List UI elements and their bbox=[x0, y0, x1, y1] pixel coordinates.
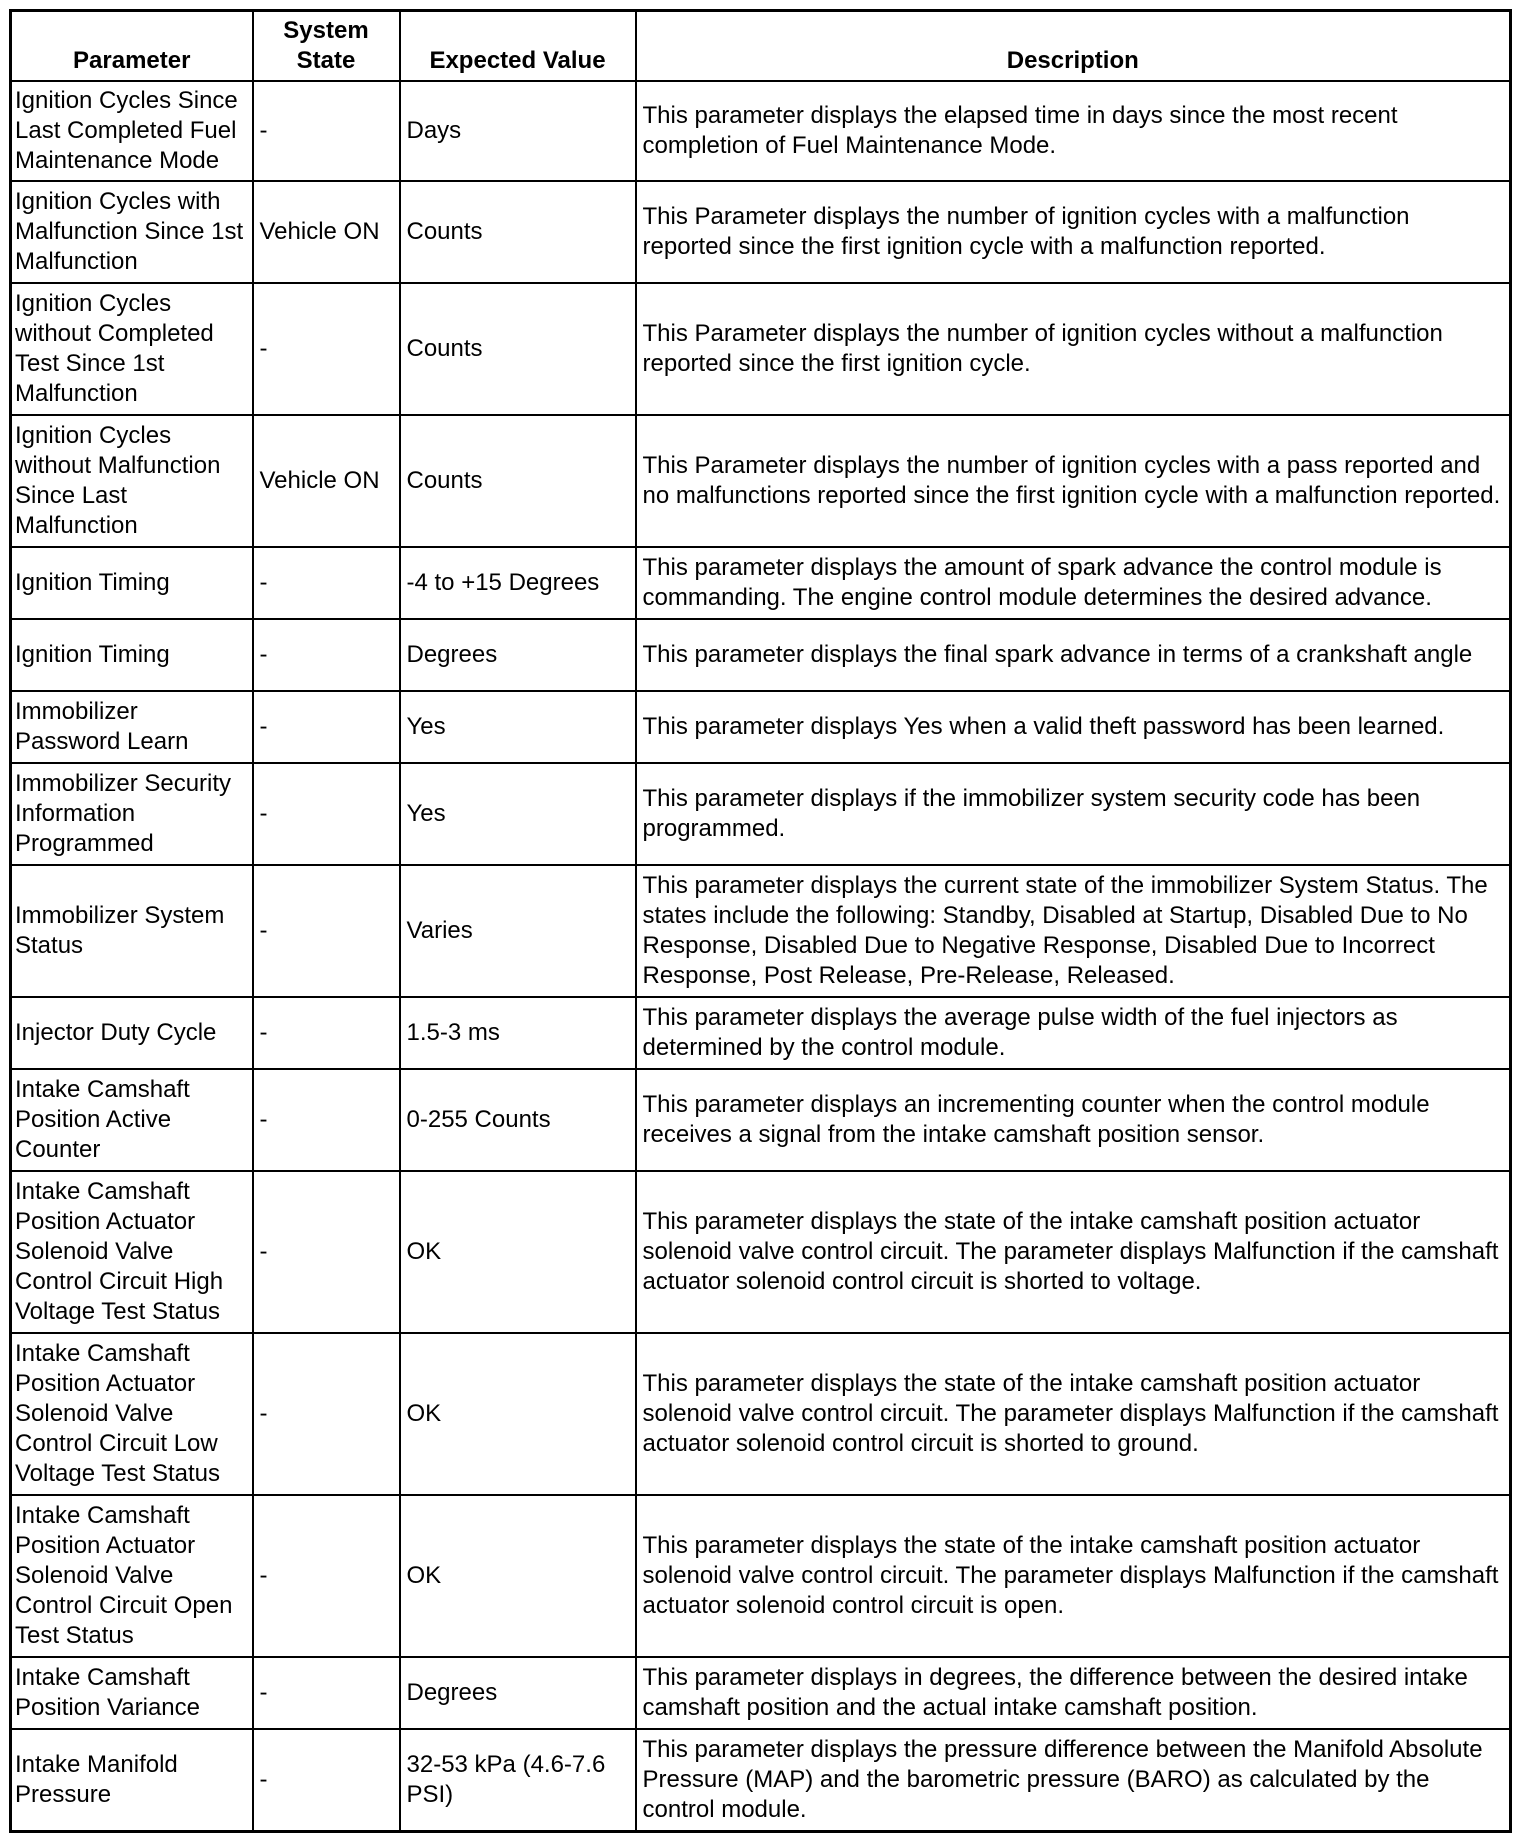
table-row bbox=[11, 1333, 1511, 1495]
table-row bbox=[11, 1729, 1511, 1831]
cell-expected-value: -4 to +15 Degrees bbox=[400, 547, 636, 619]
cell-parameter: Ignition Cycles Since Last Completed Fuel Maintenance Mode bbox=[11, 81, 253, 181]
cell-expected-value: Degrees bbox=[400, 619, 636, 691]
cell-parameter: Intake Camshaft Position Actuator Solenoid Valve Control Circuit Open Test Status bbox=[11, 1495, 253, 1657]
table-row bbox=[11, 1171, 1511, 1333]
cell-expected-value: OK bbox=[400, 1171, 636, 1333]
cell-description: This parameter displays the average pulse width of the fuel injectors as determined by the control module. bbox=[636, 997, 1511, 1069]
cell-expected-value: Varies bbox=[400, 865, 636, 997]
table-body bbox=[11, 81, 1511, 1831]
cell-expected-value: 1.5-3 ms bbox=[400, 997, 636, 1069]
table-row bbox=[11, 547, 1511, 619]
parameter-table bbox=[9, 9, 1512, 1833]
cell-expected-value: Yes bbox=[400, 763, 636, 865]
cell-description: This Parameter displays the number of ignition cycles with a malfunction reported since the first ignition cycle with a malfunction reported. bbox=[636, 181, 1511, 283]
cell-expected-value: OK bbox=[400, 1495, 636, 1657]
table-header bbox=[11, 11, 1511, 82]
cell-parameter: Intake Camshaft Position Variance bbox=[11, 1657, 253, 1729]
cell-system-state: - bbox=[253, 997, 400, 1069]
cell-system-state: Vehicle ON bbox=[253, 415, 400, 547]
cell-parameter: Intake Manifold Pressure bbox=[11, 1729, 253, 1831]
cell-system-state: - bbox=[253, 763, 400, 865]
cell-expected-value: Yes bbox=[400, 691, 636, 763]
column-header-system-state: System State bbox=[253, 11, 400, 82]
parameter-table-container bbox=[9, 9, 1509, 1833]
cell-description: This parameter displays the pressure difference between the Manifold Absolute Pressure (MAP) and the barometric pressure (BARO) as calculated by the control module. bbox=[636, 1729, 1511, 1831]
cell-parameter: Ignition Cycles without Completed Test Since 1st Malfunction bbox=[11, 283, 253, 415]
cell-system-state: - bbox=[253, 547, 400, 619]
cell-system-state: - bbox=[253, 1495, 400, 1657]
cell-description: This parameter displays an incrementing counter when the control module receives a signal from the intake camshaft position sensor. bbox=[636, 1069, 1511, 1171]
cell-description: This parameter displays the state of the intake camshaft position actuator solenoid valve control circuit. The parameter displays Malfunction if the camshaft actuator solenoid control circuit is shorted to voltage. bbox=[636, 1171, 1511, 1333]
cell-expected-value: Days bbox=[400, 81, 636, 181]
column-header-parameter: Parameter bbox=[11, 11, 253, 82]
cell-expected-value: Counts bbox=[400, 283, 636, 415]
cell-description: This parameter displays if the immobilizer system security code has been programmed. bbox=[636, 763, 1511, 865]
table-row bbox=[11, 283, 1511, 415]
cell-system-state: - bbox=[253, 1171, 400, 1333]
table-row bbox=[11, 691, 1511, 763]
cell-parameter: Immobilizer Password Learn bbox=[11, 691, 253, 763]
cell-parameter: Immobilizer System Status bbox=[11, 865, 253, 997]
table-row bbox=[11, 1657, 1511, 1729]
cell-system-state: - bbox=[253, 1069, 400, 1171]
header-row bbox=[11, 11, 1511, 82]
cell-expected-value: 32-53 kPa (4.6-7.6 PSI) bbox=[400, 1729, 636, 1831]
cell-system-state: - bbox=[253, 619, 400, 691]
table-row bbox=[11, 865, 1511, 997]
cell-description: This parameter displays the state of the intake camshaft position actuator solenoid valve control circuit. The parameter displays Malfunction if the camshaft actuator solenoid control circuit is open. bbox=[636, 1495, 1511, 1657]
table-row bbox=[11, 763, 1511, 865]
table-row bbox=[11, 997, 1511, 1069]
cell-system-state: - bbox=[253, 1657, 400, 1729]
cell-parameter: Intake Camshaft Position Active Counter bbox=[11, 1069, 253, 1171]
column-header-expected-value: Expected Value bbox=[400, 11, 636, 82]
cell-expected-value: Counts bbox=[400, 415, 636, 547]
cell-system-state: - bbox=[253, 81, 400, 181]
cell-description: This parameter displays the state of the intake camshaft position actuator solenoid valve control circuit. The parameter displays Malfunction if the camshaft actuator solenoid control circuit is shorted to ground. bbox=[636, 1333, 1511, 1495]
cell-expected-value: Degrees bbox=[400, 1657, 636, 1729]
cell-system-state: - bbox=[253, 691, 400, 763]
cell-system-state: - bbox=[253, 283, 400, 415]
table-row bbox=[11, 81, 1511, 181]
cell-expected-value: 0-255 Counts bbox=[400, 1069, 636, 1171]
column-header-description: Description bbox=[636, 11, 1511, 82]
table-row bbox=[11, 619, 1511, 691]
cell-parameter: Ignition Timing bbox=[11, 619, 253, 691]
cell-parameter: Intake Camshaft Position Actuator Solenoid Valve Control Circuit Low Voltage Test Status bbox=[11, 1333, 253, 1495]
table-row bbox=[11, 415, 1511, 547]
cell-expected-value: Counts bbox=[400, 181, 636, 283]
cell-parameter: Ignition Timing bbox=[11, 547, 253, 619]
cell-system-state: - bbox=[253, 865, 400, 997]
cell-parameter: Injector Duty Cycle bbox=[11, 997, 253, 1069]
cell-description: This Parameter displays the number of ignition cycles without a malfunction reported since the first ignition cycle. bbox=[636, 283, 1511, 415]
cell-description: This parameter displays Yes when a valid theft password has been learned. bbox=[636, 691, 1511, 763]
cell-system-state: - bbox=[253, 1333, 400, 1495]
table-row bbox=[11, 1495, 1511, 1657]
cell-description: This parameter displays the final spark advance in terms of a crankshaft angle bbox=[636, 619, 1511, 691]
cell-description: This Parameter displays the number of ignition cycles with a pass reported and no malfunctions reported since the first ignition cycle with a malfunction reported. bbox=[636, 415, 1511, 547]
cell-description: This parameter displays the amount of spark advance the control module is commanding. The engine control module determines the desired advance. bbox=[636, 547, 1511, 619]
cell-expected-value: OK bbox=[400, 1333, 636, 1495]
cell-description: This parameter displays the elapsed time in days since the most recent completion of Fuel Maintenance Mode. bbox=[636, 81, 1511, 181]
cell-parameter: Ignition Cycles without Malfunction Since Last Malfunction bbox=[11, 415, 253, 547]
cell-system-state: - bbox=[253, 1729, 400, 1831]
table-row bbox=[11, 181, 1511, 283]
cell-system-state: Vehicle ON bbox=[253, 181, 400, 283]
cell-description: This parameter displays the current state of the immobilizer System Status. The states include the following: Standby, Disabled at Startup, Disabled Due to No Response, Disabled Due to Negative Response, Disabled Due to Incorrect Response, Post Release, Pre-Release, Released. bbox=[636, 865, 1511, 997]
cell-parameter: Immobilizer Security Information Programmed bbox=[11, 763, 253, 865]
cell-parameter: Intake Camshaft Position Actuator Solenoid Valve Control Circuit High Voltage Test Status bbox=[11, 1171, 253, 1333]
cell-description: This parameter displays in degrees, the difference between the desired intake camshaft position and the actual intake camshaft position. bbox=[636, 1657, 1511, 1729]
cell-parameter: Ignition Cycles with Malfunction Since 1st Malfunction bbox=[11, 181, 253, 283]
table-row bbox=[11, 1069, 1511, 1171]
